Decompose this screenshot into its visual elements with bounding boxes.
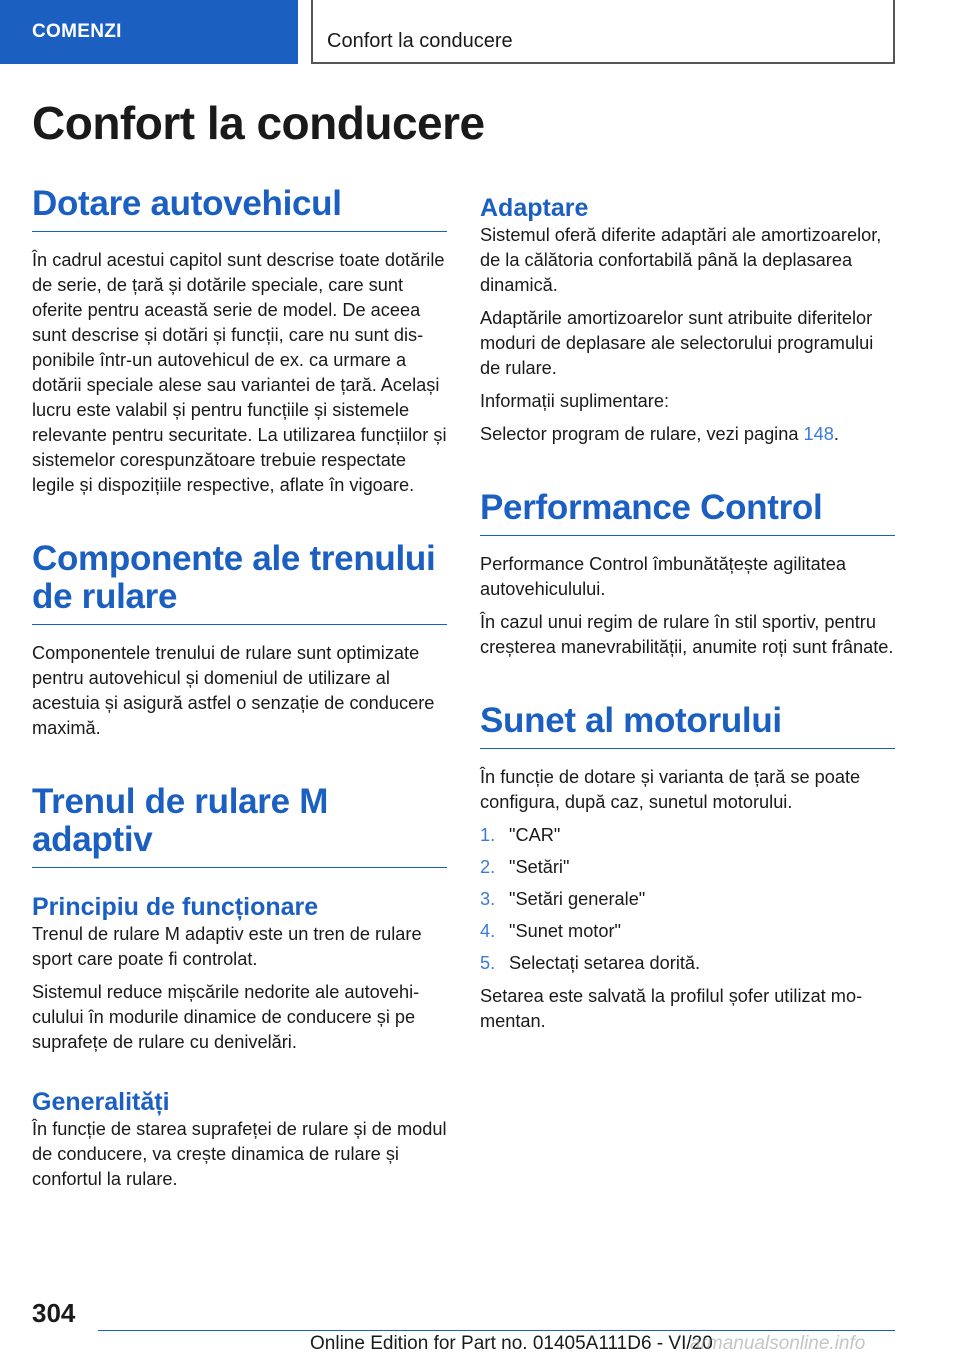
paragraph-adaptare-1: Sistemul oferă diferite adaptări ale amortizoarelor, de la călătoria confortabilă până la deplasarea dinamică. [480, 225, 882, 295]
paragraph-sunet-1: În funcție de dotare și varianta de țară se poate configura, după caz, sunetul motorului. [480, 767, 861, 812]
paragraph-principiu-2: Sistemul reduce mișcările nedorite ale autovehiculului în modurile dinamice de conducere și pe suprafețe de rulare cu denivelări. [32, 982, 420, 1052]
step-text: "Setări" [509, 857, 570, 877]
page-link[interactable]: 148 [803, 424, 834, 444]
page-title: Confort la conducere [32, 97, 485, 149]
footer-edition: Online Edition for Part no. 01405A111D6 - VI/20 [310, 1333, 713, 1354]
right-column [480, 193, 895, 1042]
subheading-adaptare: Adaptare [480, 194, 589, 222]
paragraph-generalitati: În funcție de starea suprafeței de rulare și de modul de conducere, va crește dinamica de rulare și confortul la rulare. [32, 1119, 447, 1189]
step-number: 2. [480, 857, 496, 877]
paragraph-principiu-1: Trenul de rulare M adaptiv este un tren de rulare sport care poate fi controlat. [32, 924, 422, 969]
reference-text: Selector program de rulare, vezi pagina [480, 424, 804, 444]
step-number: 4. [480, 921, 496, 941]
paragraph-adaptare-4 [480, 422, 895, 447]
step-text: "CAR" [509, 825, 561, 845]
section-header: Confort la conducere [311, 0, 895, 64]
page-number: 304 [32, 1298, 76, 1328]
heading-performance: Performance Control [480, 489, 895, 536]
heading-trenul: Trenul de rulare M adaptiv [32, 783, 447, 868]
paragraph-performance-2: În cazul unui regim de rulare în stil sportiv, pentru creșterea manevrabilității, anumite roți sunt frânate. [480, 612, 894, 657]
step-text: Selectați setarea dorită. [509, 953, 701, 973]
heading-sunet: Sunet al motorului [480, 702, 895, 749]
paragraph-adaptare-2: Adaptările amortizoarelor sunt atribuite diferitelor moduri de deplasare ale selectorului programului de rulare. [480, 308, 874, 378]
list-item [480, 855, 895, 880]
heading-componente: Componente ale trenului de rulare [32, 540, 447, 625]
list-item [480, 919, 895, 944]
step-number: 5. [480, 953, 496, 973]
step-text: "Setări generale" [509, 889, 646, 909]
paragraph-sunet-2: Setarea este salvată la profilul șofer utilizat momentan. [480, 986, 863, 1031]
reference-end: . [833, 424, 839, 444]
chapter-tab: COMENZI [0, 0, 298, 64]
paragraph-adaptare-3: Informații suplimentare: [480, 391, 670, 411]
left-column [32, 185, 447, 1200]
list-item [480, 823, 895, 848]
step-number: 3. [480, 889, 496, 909]
list-item [480, 887, 895, 912]
steps-list [480, 823, 895, 976]
subheading-principiu: Principiu de funcționare [32, 893, 319, 921]
list-item [480, 951, 895, 976]
watermark: armanualsonline.info [690, 1333, 866, 1354]
paragraph-componente: Componentele trenului de rulare sunt optimizate pentru autovehicul și domeniul de utilizare al acestuia și asigură astfel o senzație de conducere maximă. [32, 643, 435, 738]
subheading-generalitati: Generalități [32, 1088, 170, 1116]
paragraph-dotare: În cadrul acestui capitol sunt descrise toate dotările de serie, de țară și dotările speciale, care sunt oferite pentru această serie de model. De aceea sunt descrise și dotări și funcții, care nu sunt disponibile într-un autovehicul de ex. ca urmare a dotării speciale alese sau variantei de țară. Același lucru este valabil și pentru funcțiile și sistemele relevante pentru securitate. La utilizarea funcțiilor și sistemelor corespunzătoare trebuie respectate legile și dispozițiile respective, aflate în vigoare. [32, 250, 447, 495]
step-text: "Sunet motor" [509, 921, 621, 941]
paragraph-performance-1: Performance Control îmbunătățește agilitatea autovehiculului. [480, 554, 846, 599]
step-number: 1. [480, 825, 496, 845]
heading-dotare: Dotare autovehicul [32, 185, 447, 232]
